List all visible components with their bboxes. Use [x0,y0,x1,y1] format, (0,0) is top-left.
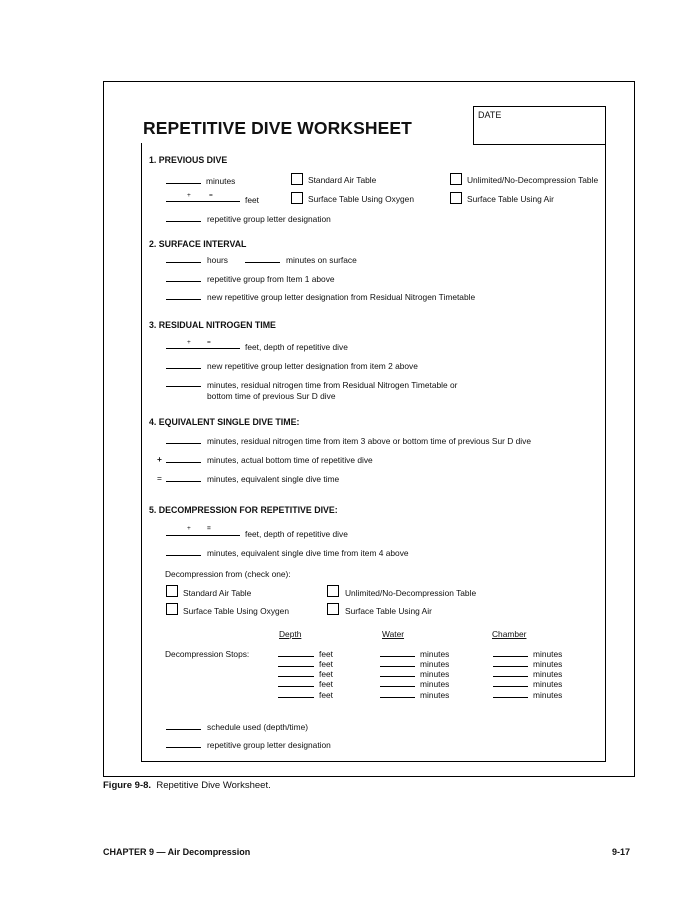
stop-water-unit: minutes [420,659,450,669]
decomp-stops-label: Decompression Stops: [165,649,250,659]
unlimited-label: Unlimited/No-Decompression Table [467,175,599,185]
surface-oxygen-label: Surface Table Using Oxygen [183,606,289,616]
esdt-blank[interactable] [166,481,201,482]
rnt-blank[interactable] [166,386,201,387]
stop-chamber-unit: minutes [533,649,563,659]
schedule-used-blank[interactable] [166,729,201,730]
date-label: DATE [478,110,502,120]
chamber-column-header: Chamber [492,629,527,639]
stop-chamber-unit: minutes [533,679,563,689]
stop-chamber-blank[interactable] [493,666,528,667]
stop-depth-blank[interactable] [278,697,314,698]
plus-sign: + [157,454,162,464]
rep-group-item1-label: repetitive group from Item 1 above [207,274,335,284]
surface-air-label: Surface Table Using Air [345,606,432,616]
stop-water-unit: minutes [420,679,450,689]
stop-chamber-unit: minutes [533,659,563,669]
standard-air-label: Standard Air Table [183,588,252,598]
rnt-label-line1: minutes, residual nitrogen time from Residual Nitrogen Timetable or [207,380,458,390]
stop-chamber-blank[interactable] [493,656,528,657]
stop-chamber-blank[interactable] [493,686,528,687]
depth-column-header: Depth [279,629,302,639]
surface-air-label: Surface Table Using Air [467,194,554,204]
rnt-item3-label: minutes, residual nitrogen time from item 3 above or bottom time of previous Sur D dive [207,436,531,446]
chapter-footer: CHAPTER 9 — Air Decompression [103,847,251,857]
figure-text: Repetitive Dive Worksheet. [156,780,271,791]
rep-group-item1-blank[interactable] [166,281,201,282]
stop-water-blank[interactable] [380,656,415,657]
section5-header: 5. DECOMPRESSION FOR REPETITIVE DIVE: [149,505,338,515]
plus-sign: + [187,339,191,346]
rnt-item3-blank[interactable] [166,443,201,444]
surface-oxygen-label: Surface Table Using Oxygen [308,194,414,204]
stop-depth-blank[interactable] [278,666,314,667]
new-rep-group-blank[interactable] [166,368,201,369]
minutes-surface-blank[interactable] [245,262,280,263]
stop-water-blank[interactable] [380,676,415,677]
equals-sign: = [207,525,211,532]
stop-depth-blank[interactable] [278,656,314,657]
stop-depth-unit: feet [319,690,333,700]
stop-chamber-blank[interactable] [493,697,528,698]
minutes-surface-label: minutes on surface [286,255,357,265]
stop-depth-blank[interactable] [278,686,314,687]
stop-water-blank[interactable] [380,666,415,667]
figure-label: Figure 9-8. [103,780,152,791]
new-rep-group-label: new repetitive group letter designation from item 2 above [207,361,418,371]
stop-water-unit: minutes [420,649,450,659]
stop-depth-unit: feet [319,679,333,689]
section4-header: 4. EQUIVALENT SINGLE DIVE TIME: [149,417,300,427]
stop-water-blank[interactable] [380,686,415,687]
actual-bottom-blank[interactable] [166,462,201,463]
plus-sign: + [187,192,191,199]
rep-group-blank[interactable] [166,747,201,748]
worksheet-title: REPETITIVE DIVE WORKSHEET [143,118,412,138]
feet-blank[interactable] [166,201,240,202]
minutes-label: minutes [206,176,236,186]
stop-chamber-unit: minutes [533,669,563,679]
schedule-used-label: schedule used (depth/time) [207,722,309,732]
stop-depth-unit: feet [319,669,333,679]
water-column-header: Water [382,629,405,639]
hours-blank[interactable] [166,262,201,263]
unlimited-label: Unlimited/No-Decompression Table [345,588,477,598]
new-rep-group-label: new repetitive group letter designation from Residual Nitrogen Timetable [207,292,476,302]
rep-group-blank[interactable] [166,221,201,222]
stop-chamber-blank[interactable] [493,676,528,677]
esdt-item4-label: minutes, equivalent single dive time from item 4 above [207,548,409,558]
actual-bottom-label: minutes, actual bottom time of repetitive dive [207,455,373,465]
surface-oxygen-checkbox[interactable] [166,603,178,615]
stop-water-blank[interactable] [380,697,415,698]
feet-label: feet [245,195,259,205]
depth-blank[interactable] [166,348,240,349]
equals-sign: = [157,473,162,483]
standard-air-label: Standard Air Table [308,175,377,185]
stop-water-unit: minutes [420,669,450,679]
rep-group-label: repetitive group letter designation [207,214,331,224]
unlimited-checkbox[interactable] [450,173,462,185]
equals-sign: = [207,339,211,346]
decomp-from-label: Decompression from (check one): [165,569,291,579]
minutes-blank[interactable] [166,183,201,184]
stop-depth-unit: feet [319,659,333,669]
section3-header: 3. RESIDUAL NITROGEN TIME [149,320,276,330]
page-number: 9-17 [612,847,631,857]
stop-depth-unit: feet [319,649,333,659]
depth-label: feet, depth of repetitive dive [245,342,348,352]
stop-chamber-unit: minutes [533,690,563,700]
esdt-label: minutes, equivalent single dive time [207,474,340,484]
new-rep-group-blank[interactable] [166,299,201,300]
plus-sign: + [187,525,191,532]
rep-group-label: repetitive group letter designation [207,740,331,750]
hours-label: hours [207,255,228,265]
unlimited-checkbox[interactable] [327,585,339,597]
depth-blank[interactable] [166,535,240,536]
surface-air-checkbox[interactable] [327,603,339,615]
stop-water-unit: minutes [420,690,450,700]
section1-header: 1. PREVIOUS DIVE [149,155,228,165]
esdt-item4-blank[interactable] [166,555,201,556]
surface-air-checkbox[interactable] [450,192,462,204]
stop-depth-blank[interactable] [278,676,314,677]
standard-air-checkbox[interactable] [166,585,178,597]
equals-sign: = [209,192,213,199]
figure-caption [103,780,271,791]
section2-header: 2. SURFACE INTERVAL [149,239,247,249]
rnt-label-line2: bottom time of previous Sur D dive [207,391,336,401]
depth-label: feet, depth of repetitive dive [245,529,348,539]
surface-oxygen-checkbox[interactable] [291,192,303,204]
standard-air-checkbox[interactable] [291,173,303,185]
